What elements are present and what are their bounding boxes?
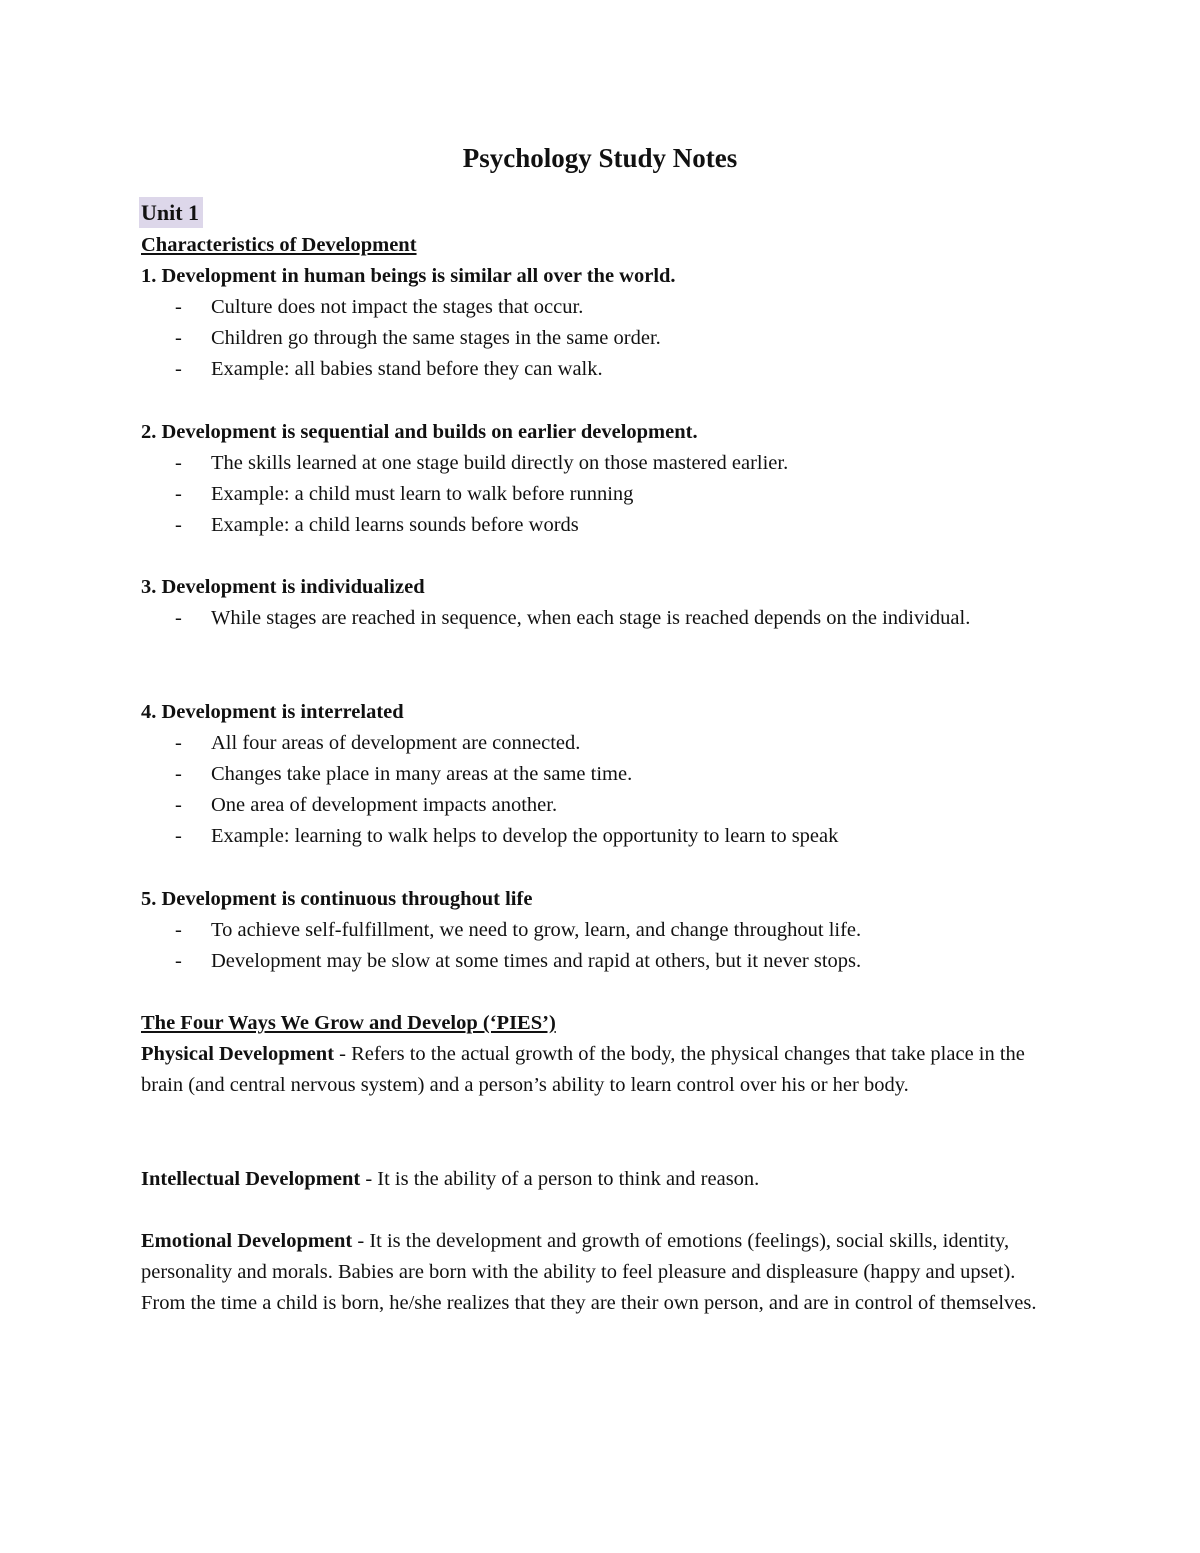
unit-heading: Unit 1 [139,197,203,228]
bullet-item: Children go through the same stages in the same order. [211,327,661,349]
point-heading-5: 5. Development is continuous throughout life [141,888,533,910]
bullet-item: One area of development impacts another. [211,794,558,816]
bullet-marker: - [175,327,182,349]
bullet-marker: - [175,358,182,380]
bullet-item: The skills learned at one stage build directly on those mastered earlier. [211,452,789,474]
section-title-pies: The Four Ways We Grow and Develop (‘PIES’) [141,1012,556,1034]
bullet-item: Example: all babies stand before they can walk. [211,358,603,380]
point-heading-2: 2. Development is sequential and builds on earlier development. [141,421,698,443]
section-title-characteristics: Characteristics of Development [141,234,417,256]
pies-term: Intellectual Development [141,1168,361,1190]
bullet-marker: - [175,950,182,972]
pies-physical [141,1039,1061,1101]
bullet-marker: - [175,732,182,754]
pies-term: Physical Development [141,1043,335,1065]
point-heading-1: 1. Development in human beings is similar all over the world. [141,265,676,287]
bullet-marker: - [175,825,182,847]
bullet-item: Example: learning to walk helps to develop the opportunity to learn to speak [211,825,839,847]
pies-definition: - Refers to the actual growth of the body, the physical changes that take place in the brain (and central nervous system) and a person’s ability to learn control over his or her body. [141,1043,1025,1096]
pies-intellectual [141,1164,1061,1195]
bullet-item: Example: a child must learn to walk before running [211,483,634,505]
bullet-marker: - [175,514,182,536]
bullet-marker: - [175,483,182,505]
pies-term: Emotional Development [141,1230,353,1252]
point-heading-4: 4. Development is interrelated [141,701,404,723]
bullet-marker: - [175,452,182,474]
bullet-marker: - [175,296,182,318]
bullet-item: While stages are reached in sequence, when each stage is reached depends on the individual. [211,607,971,629]
bullet-item: To achieve self-fulfillment, we need to grow, learn, and change throughout life. [211,919,862,941]
bullet-marker: - [175,763,182,785]
bullet-item: Culture does not impact the stages that occur. [211,296,584,318]
bullet-marker: - [175,607,182,629]
pies-definition: - It is the ability of a person to think and reason. [360,1168,760,1190]
point-heading-3: 3. Development is individualized [141,576,425,598]
bullet-item: Example: a child learns sounds before words [211,514,579,536]
bullet-item: All four areas of development are connected. [211,732,581,754]
bullet-item: Changes take place in many areas at the same time. [211,763,633,785]
pies-emotional [141,1226,1061,1319]
pies-definition: - It is the development and growth of emotions (feelings), social skills, identity, personality and morals. Babies are born with the ability to feel pleasure and displeasure (happy and upset). From the time a child is born, he/she realizes that they are their own person, and are in control of themselves. [141,1230,1037,1314]
bullet-marker: - [175,794,182,816]
bullet-marker: - [175,919,182,941]
page-title: Psychology Study Notes [462,143,738,173]
bullet-item: Development may be slow at some times and rapid at others, but it never stops. [211,950,862,972]
